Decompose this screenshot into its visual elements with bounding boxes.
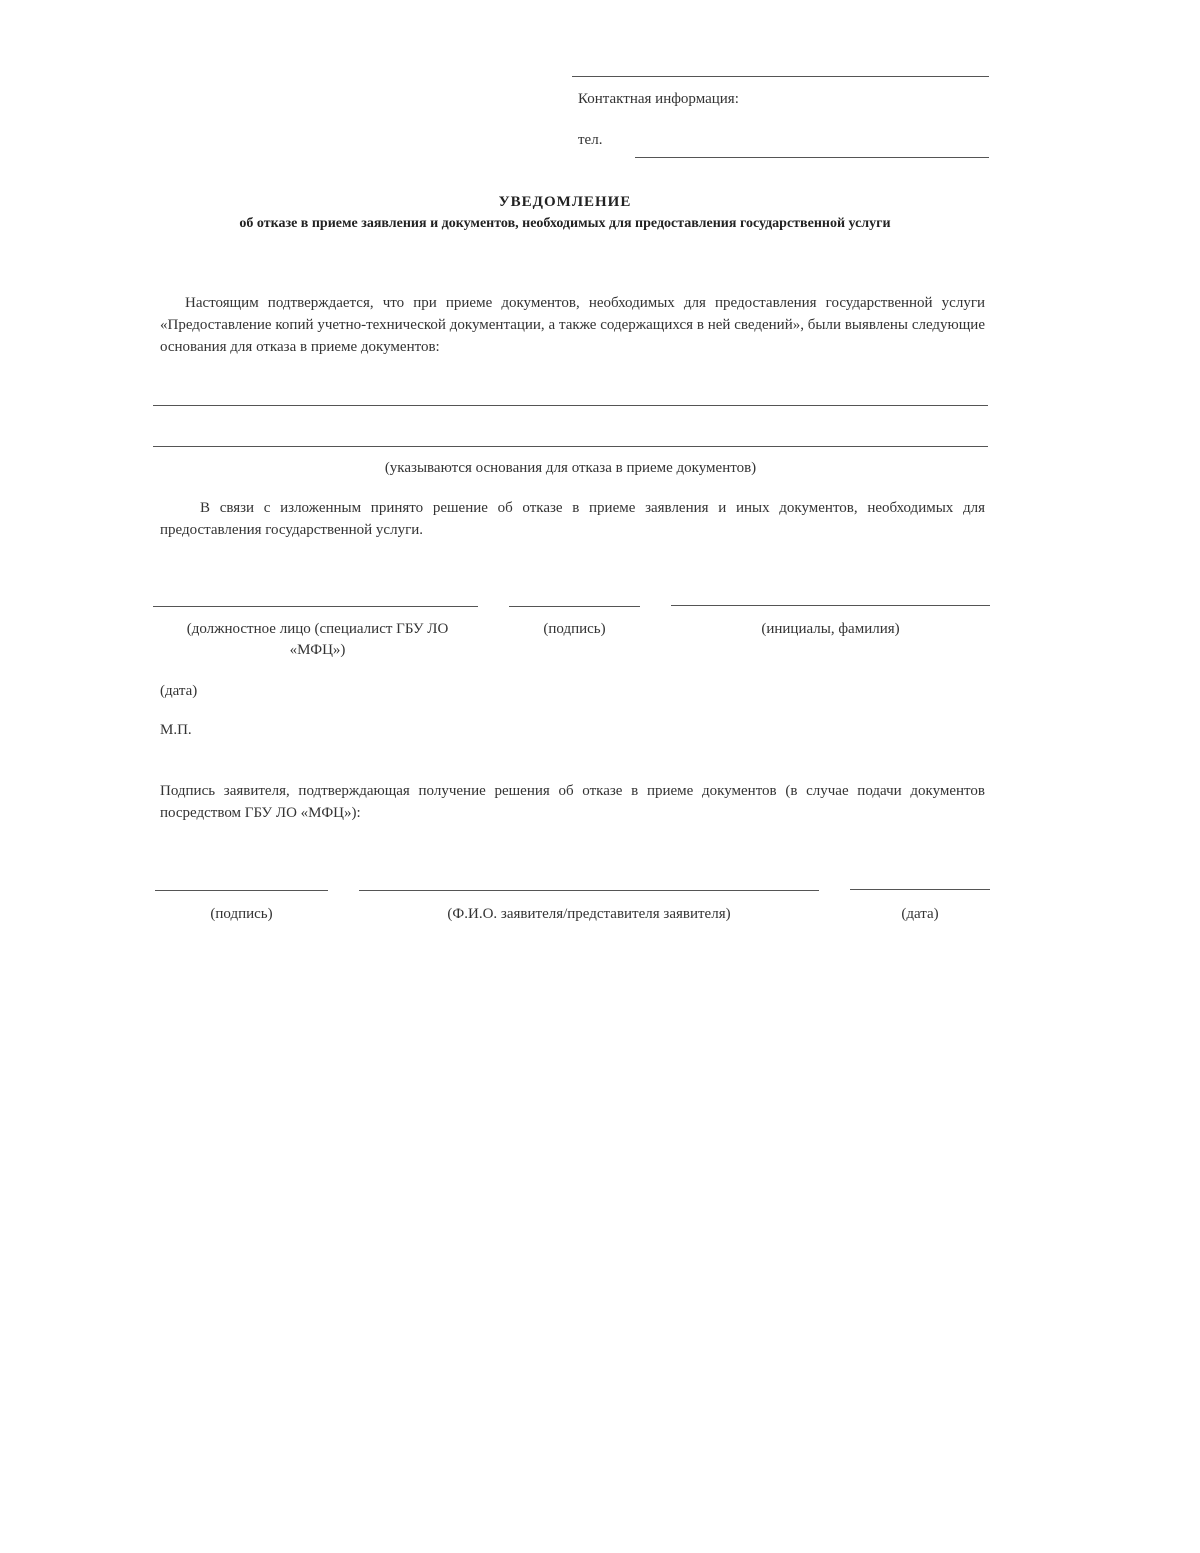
applicant-date-line — [850, 889, 990, 890]
applicant-confirmation-text: Подпись заявителя, подтверждающая получение решения об отказе в приеме документов (в случае подачи документов посредством ГБУ ЛО «МФЦ»): — [160, 783, 985, 821]
phone-label: тел. — [578, 132, 603, 148]
document-subtitle: об отказе в приеме заявления и документов, необходимых для предоставления государственной услуги — [239, 216, 891, 231]
official-line — [153, 606, 478, 607]
applicant-date-caption: (дата) — [901, 906, 939, 922]
phone-line — [635, 157, 989, 158]
addressee-line — [572, 76, 989, 77]
date-caption: (дата) — [160, 683, 198, 699]
official-signature-caption: (подпись) — [543, 621, 606, 637]
official-caption: (должностное лицо (специалист ГБУ ЛО «МФЦ») — [186, 621, 449, 658]
contact-info-label: Контактная информация: — [578, 91, 739, 107]
official-name-line — [671, 605, 990, 606]
seal-caption: М.П. — [160, 722, 192, 738]
grounds-line-2 — [153, 446, 988, 447]
applicant-signature-caption: (подпись) — [210, 906, 273, 922]
official-name-caption: (инициалы, фамилия) — [761, 621, 900, 637]
applicant-name-line — [359, 890, 819, 891]
applicant-signature-line — [155, 890, 328, 891]
document-heading: УВЕДОМЛЕНИЕ — [498, 194, 632, 210]
official-signature-line — [509, 606, 640, 607]
grounds-caption: (указываются основания для отказа в приеме документов) — [384, 460, 757, 476]
grounds-line-1 — [153, 405, 988, 406]
applicant-name-caption: (Ф.И.О. заявителя/представителя заявителя) — [447, 906, 731, 922]
decision-paragraph: В связи с изложенным принято решение об отказе в приеме заявления и иных документов, необходимых для предоставления государственной услуги. — [160, 500, 985, 538]
confirmation-paragraph: Настоящим подтверждается, что при приеме документов, необходимых для предоставления государственной услуги «Предоставление копий учетно-технической документации, а также содержащихся в ней сведений», были выявлены следующие основания для отказа в приеме документов: — [160, 295, 985, 355]
